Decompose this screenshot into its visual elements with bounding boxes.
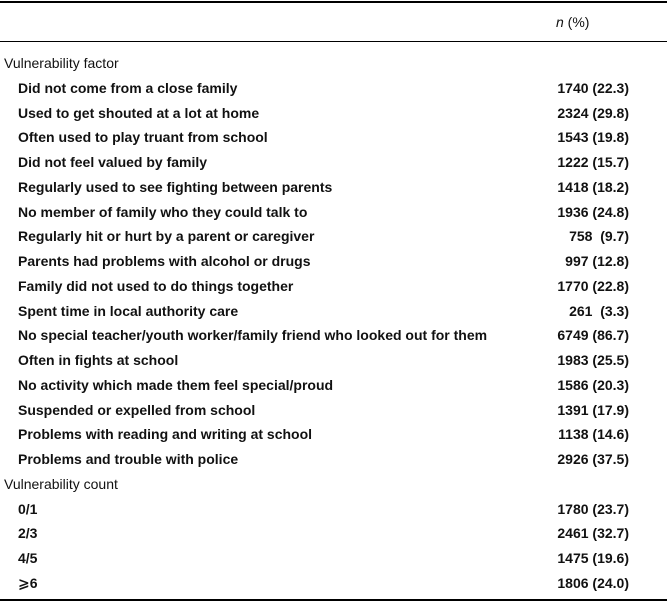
row-label: 0/1: [18, 500, 38, 517]
row-label: Used to get shouted at a lot at home: [18, 104, 260, 121]
row-label: No special teacher/youth worker/family friend who looked out for them: [18, 327, 488, 344]
row-value: 2926 (37.5): [557, 451, 629, 467]
row-label: 2/3: [18, 525, 38, 542]
table-row: [0, 299, 667, 324]
row-label: Did not feel valued by family: [18, 154, 208, 170]
row-value: 1138 (14.6): [558, 426, 629, 443]
table-row: [0, 497, 667, 522]
row-value: 1475 (19.6): [557, 550, 629, 566]
row-value: 1806 (24.0): [557, 574, 629, 591]
row-label: Regularly hit or hurt by a parent or caregiver: [18, 228, 315, 245]
table-bottom-rule: [0, 599, 667, 601]
table-row: [0, 323, 667, 348]
row-value: 1222 (15.7): [557, 154, 629, 170]
row-label: Problems and trouble with police: [18, 451, 239, 467]
row-label: Often in fights at school: [18, 352, 179, 368]
row-value: 1780 (23.7): [557, 500, 629, 517]
column-header-n-percent: [556, 14, 589, 30]
table-row: [0, 224, 667, 249]
row-value: 997 (12.8): [565, 253, 629, 269]
row-value: 2461 (32.7): [557, 525, 629, 542]
row-label: Spent time in local authority care: [18, 302, 239, 319]
table-row: [0, 447, 667, 472]
table-body: [0, 51, 667, 596]
row-value: 6749 (86.7): [557, 327, 629, 344]
table-row: [0, 546, 667, 571]
row-value: 1543 (19.8): [557, 129, 629, 146]
row-value: 1391 (17.9): [557, 401, 629, 418]
table-row: [0, 76, 667, 101]
row-label: Problems with reading and writing at school: [18, 426, 313, 443]
section-heading: Vulnerability count: [4, 475, 118, 492]
row-value: 2324 (29.8): [557, 104, 629, 121]
row-label: No activity which made them feel special/proud: [18, 376, 334, 393]
section-heading-row: [0, 51, 667, 76]
row-label: Parents had problems with alcohol or drugs: [18, 253, 311, 269]
row-label: Did not come from a close family: [18, 79, 238, 96]
section-heading-row: [0, 472, 667, 497]
table-row: [0, 125, 667, 150]
row-value: 1418 (18.2): [557, 178, 629, 195]
table-row: [0, 398, 667, 423]
table-row: [0, 150, 667, 175]
section-heading: Vulnerability factor: [4, 55, 119, 71]
row-value: 261 (3.3): [569, 302, 629, 319]
table-row: [0, 175, 667, 200]
column-header-n: n: [556, 14, 564, 30]
table-row: [0, 422, 667, 447]
row-value: 1936 (24.8): [557, 203, 629, 220]
row-label: Family did not used to do things together: [18, 277, 294, 294]
table-row: [0, 101, 667, 126]
table-row: [0, 200, 667, 225]
table-row: [0, 249, 667, 274]
table-row: [0, 274, 667, 299]
row-value: 1770 (22.8): [557, 277, 629, 294]
column-header-percent: (%): [563, 14, 590, 30]
row-value: 1740 (22.3): [557, 79, 629, 96]
row-value: 1586 (20.3): [557, 376, 629, 393]
table-top-rule: [0, 1, 667, 3]
row-label: No member of family who they could talk to: [18, 203, 308, 220]
table-row: [0, 373, 667, 398]
row-label: Often used to play truant from school: [18, 129, 268, 146]
row-value: 758 (9.7): [569, 228, 629, 245]
row-label: Regularly used to see fighting between parents: [18, 178, 333, 195]
table-row: [0, 571, 667, 596]
table-header-rule: [0, 41, 667, 42]
row-value: 1983 (25.5): [557, 352, 629, 368]
table-row: [0, 348, 667, 373]
table-row: [0, 521, 667, 546]
row-label: ⩾6: [18, 574, 38, 591]
row-label: 4/5: [18, 550, 38, 566]
row-label: Suspended or expelled from school: [18, 401, 256, 418]
